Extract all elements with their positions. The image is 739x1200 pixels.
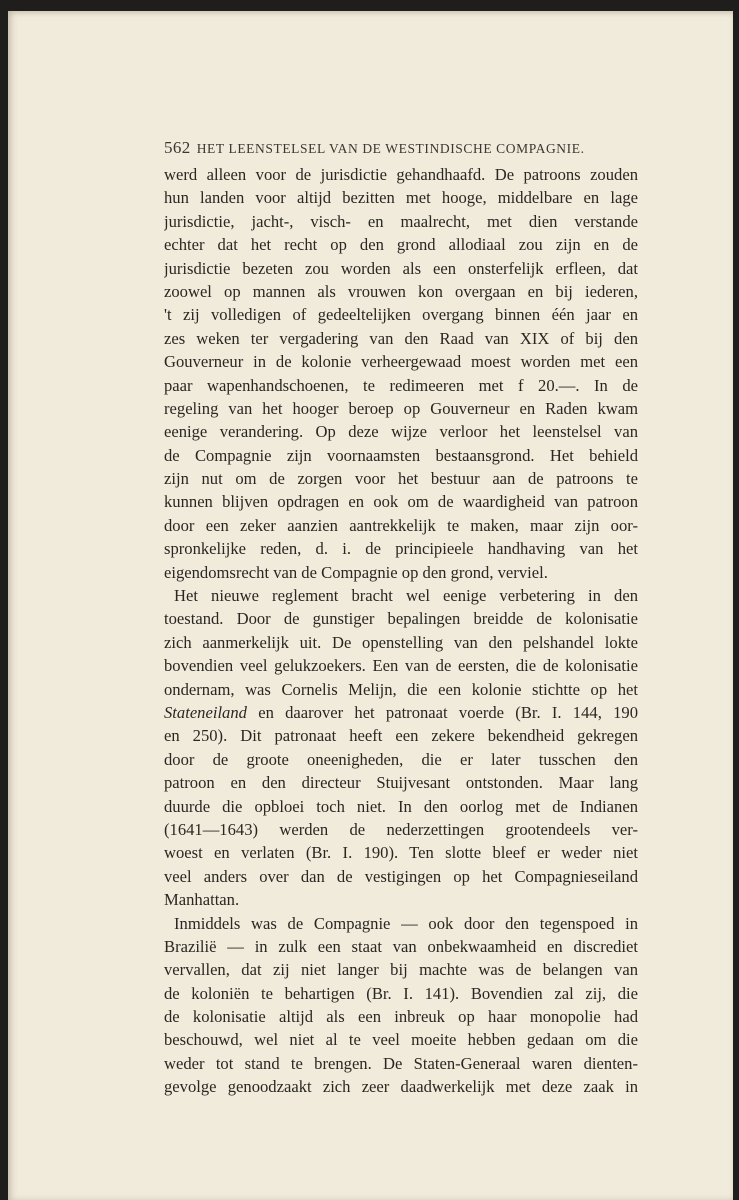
text-line: Inmiddels was de Compagnie — ook door den tegenspoed in [174, 913, 638, 933]
text-line: door de groote oneenigheden, die er later tusschen den [164, 749, 638, 769]
text-line: en 250). Dit patronaat heeft een zekere bekendheid gekregen [164, 726, 638, 746]
italic-place-name: Stateneiland [164, 702, 247, 722]
text-line: door een zeker aanzien aantrekkelijk te maken, maar zijn oor- [164, 515, 638, 535]
text-line: bovendien veel gelukzoekers. Een van de eersten, die de kolonisatie [164, 656, 638, 676]
text-line: eenige verandering. Op deze wijze verloor het leenstelsel van [164, 422, 638, 442]
text-line: beschouwd, wel niet al te veel moeite hebben gedaan om die [164, 1030, 638, 1050]
paragraph [164, 163, 638, 584]
text-line: Gouverneur in de kolonie verheergewaad moest worden met een [164, 352, 638, 372]
text-line: weder tot stand te brengen. De Staten-Generaal waren dienten- [164, 1053, 638, 1073]
text-line: werd alleen voor de jurisdictie gehandhaafd. De patroons zouden [164, 165, 638, 184]
running-title: HET LEENSTELSEL VAN DE WESTINDISCHE COMPAGNIE. [196, 141, 585, 156]
text-line: de Compagnie zijn voornaamsten bestaansgrond. Het behield [164, 445, 638, 465]
text-line: Brazilië — in zulk een staat van onbekwaamheid en discrediet [164, 936, 638, 956]
text-line: de koloniën te behartigen (Br. I. 141). Bovendien zal zij, die [164, 983, 638, 1003]
text-line: jurisdictie bezeten zou worden als een onsterfelijk erfleen, dat [164, 258, 638, 278]
text-line: regeling van het hooger beroep op Gouverneur en Raden kwam [164, 398, 638, 418]
text-line: gevolge genoodzaakt zich zeer daadwerkelijk met deze zaak in [164, 1077, 638, 1097]
text-line: zich aanmerkelijk uit. De openstelling van den pelshandel lokte [164, 632, 638, 652]
text-line: Manhattan. [164, 890, 240, 910]
text-line: vervallen, dat zij niet langer bij machte was de belangen van [164, 960, 638, 980]
text-line: zijn nut om de zorgen voor het bestuur aan de patroons te [164, 469, 638, 489]
text-line: Stateneiland en daarover het patronaat voerde (Br. I. 144, 190 [164, 702, 638, 722]
text-line: woest en verlaten (Br. I. 190). Ten slotte bleef er weder niet [164, 843, 638, 863]
text-line: patroon en den directeur Stuijvesant ontstonden. Maar lang [164, 773, 638, 793]
text-line: de kolonisatie altijd als een inbreuk op haar monopolie had [164, 1007, 638, 1027]
text-line: kunnen blijven opdragen en ook om de waardigheid van patroon [164, 492, 638, 512]
text-line: toestand. Door de gunstiger bepalingen breidde de kolonisatie [164, 609, 638, 629]
text-line: jurisdictie, jacht-, visch- en maalrecht, met dien verstande [164, 211, 638, 231]
text-line: zoowel op mannen als vrouwen kon overgaan en bij iederen, [164, 281, 638, 301]
text-line: ondernam, was Cornelis Melijn, die een kolonie stichtte op het [164, 679, 638, 699]
paragraph [164, 912, 638, 1099]
text-line: duurde die opbloei toch niet. In den oorlog met de Indianen [164, 796, 638, 816]
paragraph [164, 584, 638, 911]
text-line: 't zij volledigen of gedeeltelijken overgang binnen één jaar en [164, 305, 638, 325]
body-text [164, 163, 638, 1099]
text-line: zes weken ter vergadering van den Raad van XIX of bij den [164, 328, 638, 348]
running-header [164, 138, 644, 158]
text-line: paar wapenhandschoenen, te redimeeren met f 20.—. In de [164, 375, 638, 395]
text-line: veel anders over dan de vestigingen op het Compagnieseiland [164, 866, 638, 886]
text-line: Het nieuwe reglement bracht wel eenige verbetering in den [174, 586, 638, 606]
text-line: echter dat het recht op den grond allodiaal zou zijn en de [164, 235, 638, 255]
text-line: eigendomsrecht van de Compagnie op den grond, verviel. [164, 562, 548, 582]
text-line: hun landen voor altijd bezitten met hooge, middelbare en lage [164, 188, 638, 208]
text-line: (1641—1643) werden de nederzettingen grootendeels ver- [164, 819, 638, 839]
page-number: 562 [164, 138, 191, 157]
text-line: spronkelijke reden, d. i. de principieele handhaving van het [164, 539, 638, 559]
